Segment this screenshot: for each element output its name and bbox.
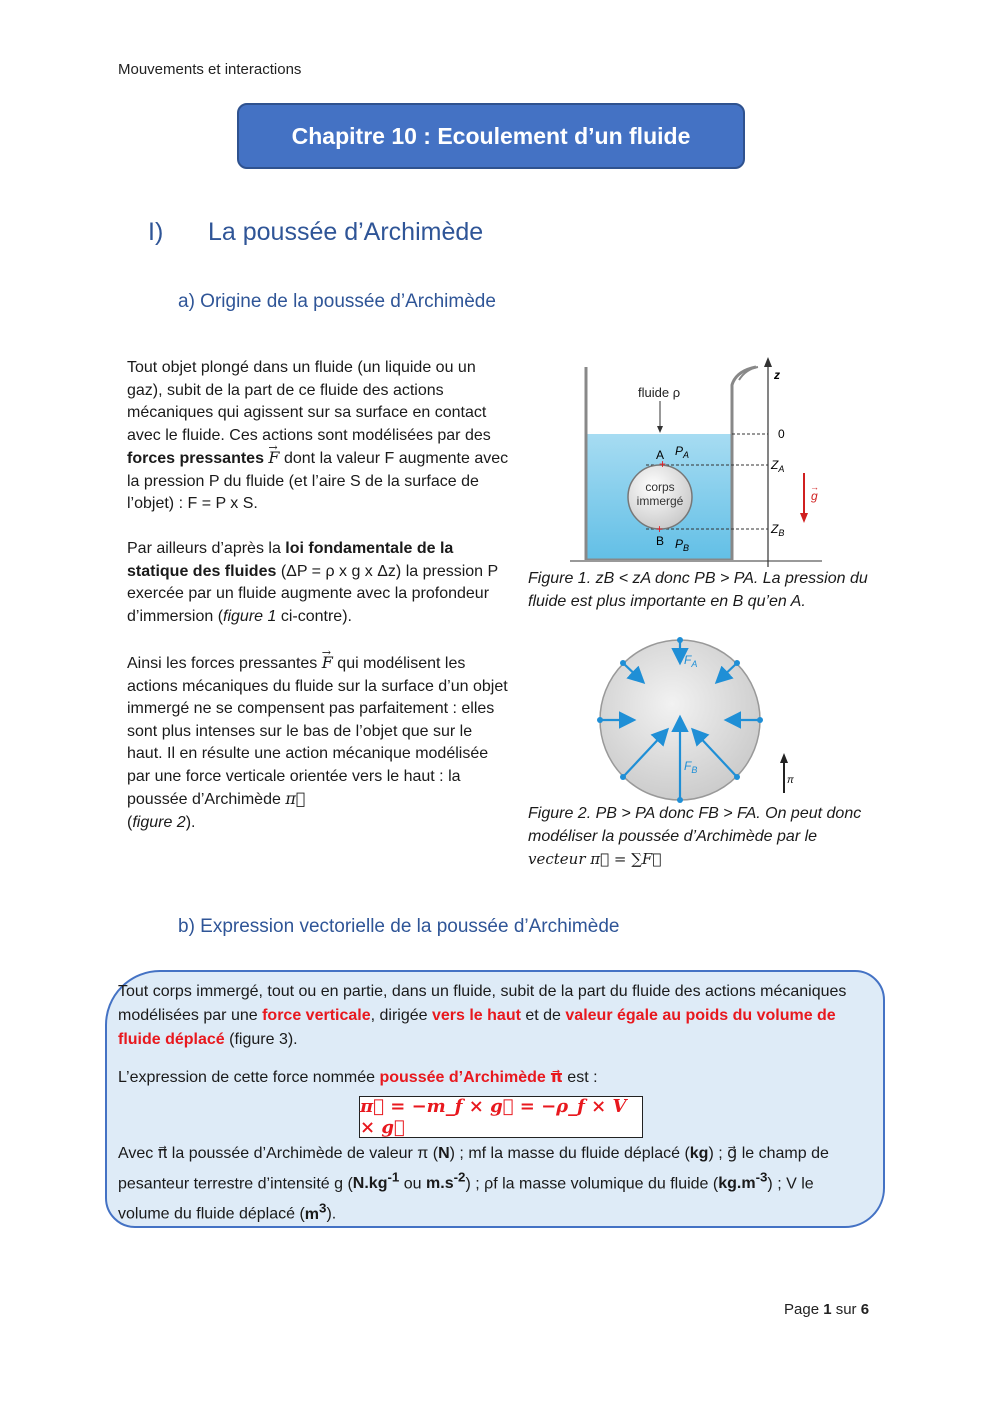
p3-text-1: Ainsi les forces pressantes bbox=[127, 655, 322, 672]
figure-2-caption-2: vecteur π⃗ = ∑F⃗ bbox=[528, 850, 662, 868]
box-text-1: Tout corps immergé, tout ou en partie, dans un fluide, subit de la part du fluide des actions mécaniques modélisées par une bbox=[118, 983, 847, 1024]
p2-figure-ref: figure 1 bbox=[223, 607, 277, 625]
p1-bold: forces pressantes bbox=[127, 450, 264, 467]
section-title-text: La poussée d’Archimède bbox=[208, 218, 484, 246]
p2-text-3: ci-contre). bbox=[276, 607, 352, 625]
var-text-2: ) ; mf la masse du fluide déplacé ( bbox=[449, 1145, 690, 1162]
svg-text:→: → bbox=[810, 482, 819, 492]
unit-kg: kg bbox=[689, 1145, 709, 1162]
section-number: I) bbox=[148, 218, 164, 246]
footer-page: 1 bbox=[823, 1301, 832, 1318]
unit-g2: $m.s^{-2}$ bbox=[426, 1170, 466, 1193]
definition-text bbox=[118, 980, 868, 1052]
expr-text-2: est : bbox=[562, 1069, 598, 1086]
p3-text-2: qui modélisent les actions mécaniques du fluide sur la surface d’un objet immergé ne se compensent pas parfaitement : elles sont plus intenses sur le bas de l’objet que sur le haut. Il en résulte une action mécanique modélisée par une force verticale orientée vers le haut : la poussée d’Archimède bbox=[127, 655, 508, 808]
var-text-7: ). bbox=[326, 1205, 337, 1223]
force-vector-F: → F bbox=[268, 448, 279, 467]
box-text-4: (figure 3). bbox=[224, 1031, 298, 1048]
point-B: B bbox=[656, 534, 665, 548]
var-text-1: Avec π⃗ la poussée d’Archimède de valeur π ( bbox=[118, 1145, 439, 1162]
unit-volume: $m^3$ bbox=[304, 1200, 327, 1223]
archimedes-formula: π⃗ = −m_f × g⃗ = −ρ_f × V × g⃗ bbox=[360, 1096, 627, 1138]
figure-2-diagram bbox=[596, 635, 806, 805]
FB-label: F bbox=[684, 759, 692, 773]
body-label-1: corps bbox=[645, 480, 675, 494]
p2-text-1: Par ailleurs d’après la bbox=[127, 540, 286, 557]
force-vector-F: → F bbox=[322, 653, 333, 672]
box-red-3: valeur égale au poids du volume de fluide déplacé bbox=[118, 1007, 836, 1048]
paragraph-3 bbox=[127, 652, 511, 834]
chapter-title: Chapitre 10 : Ecoulement d’un fluide bbox=[291, 122, 691, 149]
footer-middle: sur bbox=[831, 1301, 861, 1318]
section-title bbox=[148, 218, 483, 247]
pi-label: π bbox=[787, 775, 794, 786]
axis-z: z bbox=[774, 368, 780, 382]
FA-sub: A bbox=[691, 659, 698, 669]
figure-2-caption-1: Figure 2. PB > PA donc FB > FA. On peut donc modéliser la poussée d’Archimède par le bbox=[528, 805, 862, 845]
unit-N: N bbox=[438, 1145, 450, 1162]
FB-sub: B bbox=[691, 765, 698, 775]
archimedes-vector: π⃗ bbox=[285, 789, 306, 808]
p3-text-3: ( bbox=[127, 813, 133, 831]
body-label-2: immergé bbox=[636, 494, 684, 508]
p2-bold: loi fondamentale de la statique des fluides bbox=[127, 540, 454, 580]
paragraph-2 bbox=[127, 538, 511, 628]
svg-text:ZB bbox=[770, 522, 784, 538]
svg-text:ZA bbox=[770, 458, 784, 474]
page-footer bbox=[784, 1301, 869, 1318]
FA-label: F bbox=[684, 653, 692, 667]
figure-1-diagram bbox=[556, 355, 826, 567]
footer-total: 6 bbox=[860, 1301, 870, 1318]
zA-sub: A bbox=[778, 464, 785, 474]
footer-prefix: Page bbox=[784, 1301, 824, 1318]
point-A: A bbox=[656, 448, 665, 462]
subsection-a-title: a) Origine de la poussée d’Archimède bbox=[178, 291, 496, 312]
box-red-1: force verticale bbox=[262, 1007, 371, 1024]
formula-box bbox=[359, 1096, 643, 1138]
svg-text:+: + bbox=[659, 457, 667, 471]
var-text-6: ) ; V le volume du fluide déplacé ( bbox=[118, 1175, 814, 1223]
p2-text-2: (ΔP = ρ x g x Δz) la pression P exercée par un fluide augmente avec la profondeur d’immersion ( bbox=[127, 562, 498, 625]
p3-figure-ref: figure 2 bbox=[132, 813, 186, 831]
variables-text bbox=[118, 1142, 868, 1227]
chapter-banner bbox=[237, 103, 745, 169]
unit-rho: $kg.m^{-3}$ bbox=[718, 1170, 768, 1193]
zero-label: 0 bbox=[778, 427, 785, 441]
header-text: Mouvements et interactions bbox=[118, 61, 302, 78]
figure-1-caption: Figure 1. zB < zA donc PB > PA. La pression du fluide est plus importante en B qu’en A. bbox=[528, 570, 868, 610]
box-text-2: , dirigée bbox=[370, 1007, 432, 1024]
paragraph-1 bbox=[127, 357, 511, 516]
PB-label: P bbox=[675, 537, 684, 551]
p3-text-4: ). bbox=[185, 813, 196, 831]
zB-sub: B bbox=[778, 528, 785, 538]
svg-text:+: + bbox=[656, 522, 664, 536]
var-text-5: ) ; ρf la masse volumique du fluide ( bbox=[465, 1175, 719, 1193]
unit-g1: $N.kg^{-1}$ bbox=[352, 1170, 400, 1193]
zB-label: Z bbox=[771, 522, 779, 536]
var-text-3: ) ; g⃗ le champ de pesanteur terrestre d’intensité g ( bbox=[118, 1145, 829, 1193]
var-text-4: ou bbox=[399, 1175, 427, 1193]
expr-text-1: L’expression de cette force nommée bbox=[118, 1069, 380, 1086]
p1-text-1: Tout objet plongé dans un fluide (un liquide ou un gaz), subit de la part de ce fluide des actions mécaniques qui agissent sur sa surface en contact avec le fluide. Ces actions sont modélisées par des bbox=[127, 359, 491, 444]
p1-text-2: dont la valeur F augmente avec la pression P du fluide (et l’aire S de la surface de l’objet) : F = P x S. bbox=[127, 450, 509, 512]
zA-label: Z bbox=[771, 458, 779, 472]
subsection-b-title: b) Expression vectorielle de la poussée d’Archimède bbox=[178, 916, 620, 937]
figure-2-caption bbox=[528, 803, 868, 872]
PA-label: P bbox=[675, 444, 684, 458]
box-text-3: et de bbox=[520, 1007, 566, 1024]
expr-red: poussée d’Archimède π⃗ bbox=[379, 1069, 563, 1086]
box-red-2: vers le haut bbox=[431, 1007, 521, 1024]
PA-sub: A bbox=[683, 450, 690, 460]
fluid-label: fluide ρ bbox=[638, 385, 681, 400]
PB-sub: B bbox=[683, 543, 690, 553]
expression-line bbox=[118, 1066, 868, 1090]
gravity-label: g bbox=[811, 489, 818, 503]
